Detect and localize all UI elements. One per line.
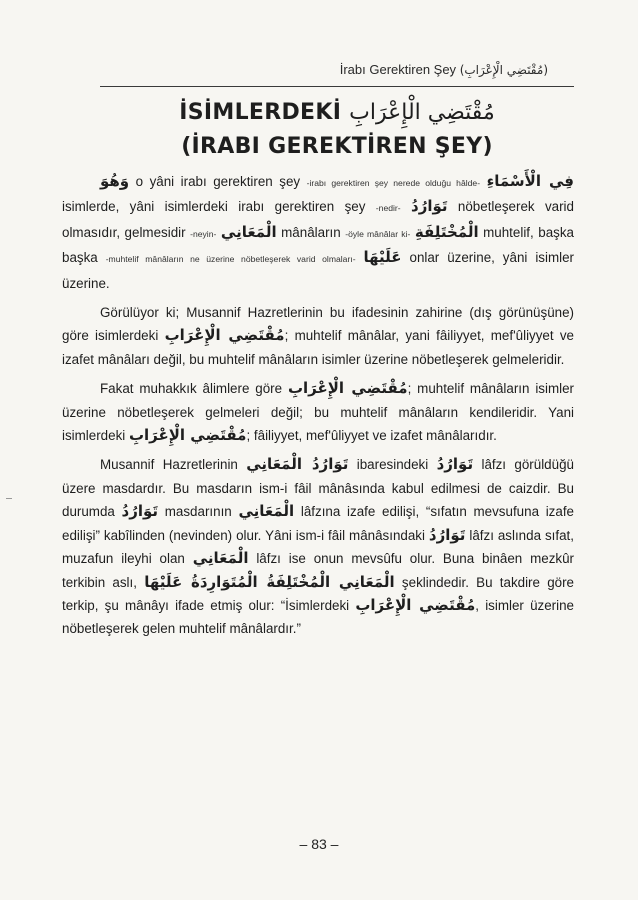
header-rule xyxy=(100,86,574,87)
text-run: ibaresindeki xyxy=(348,457,437,473)
arabic-term: عَلَيْهَا xyxy=(363,248,402,267)
gloss: -nedir- xyxy=(375,203,401,214)
text-run: isimlerde, yâni isimlerdeki irabı gerektiren şey xyxy=(62,199,376,215)
arabic-term: تَوَارُدُ xyxy=(436,455,474,474)
arabic-term: مُقْتَضِي الْإِعْرَابِ xyxy=(128,426,247,445)
arabic-term: مُقْتَضِي الْإِعْرَابِ xyxy=(287,379,408,398)
text-run: ; muhtelif mânâların isimler üzerine nöbetleşerek gelmeleri değil; bu muhtelif mânâların kendileridir. Yani isimlerdeki xyxy=(62,381,575,444)
gloss: -irabı gerektiren şey nerede olduğu hâlde- xyxy=(306,178,481,188)
arabic-term: الْمَعَانِي الْمُخْتَلِفَةُ الْمُتَوَارِدَةُ عَلَيْهَا xyxy=(144,572,395,591)
paragraph-2 xyxy=(62,301,574,371)
text-run: lâfzına izafe edilişi, “sıfatın mevsufuna izafe edilişi” kabîlinden (nevinden) olur. Yâni ism-i fâil mânâsındaki xyxy=(62,504,574,543)
gloss: -öyle mânâlar ki- xyxy=(345,228,411,239)
arabic-term: مُقْتَضِي الْإِعْرَابِ xyxy=(355,595,476,614)
page-title xyxy=(100,96,574,164)
arabic-term: تَوَارُدُ الْمَعَانِي xyxy=(246,455,349,474)
arabic-term: تَوَارُدُ xyxy=(121,502,159,521)
arabic-term: الْمُخْتَلِفَةِ xyxy=(414,222,479,241)
text-run: nöbetleşerek varid olmasıdır, gelmesidir xyxy=(62,199,574,240)
running-header-arabic: (مُقْتَضِي الْإِعْرَابِ) xyxy=(459,63,548,77)
title-line-1 xyxy=(100,96,574,130)
arabic-term: وَهُوَ xyxy=(100,172,130,190)
arabic-term: مُقْتَضِي الْإِعْرَابِ xyxy=(164,326,285,345)
text-run: lâfzı ise onun mevsûfu olur. Buna binâen mezkûr terkibin aslı, xyxy=(62,551,575,590)
text-run: ; fâiliyyet, mef'ûliyyet ve izafet mânâlarıdır. xyxy=(246,428,497,444)
text-run: Fakat muhakkık âlimlere göre xyxy=(100,381,288,397)
arabic-term: فِي الْأَسْمَاءِ xyxy=(486,172,574,190)
text-run: masdarının xyxy=(158,504,239,520)
text-run: şeklindedir. Bu takdire göre terkip, şu mânâyı ifade etmiş olur: “İsimlerdeki xyxy=(62,574,575,613)
paragraph-3 xyxy=(62,377,574,447)
text-run: Musannif Hazretlerinin xyxy=(100,457,247,473)
title-arabic: مُقْتَضِي الْإِعْرَابِ xyxy=(349,100,495,125)
paragraph-1 xyxy=(62,170,574,295)
margin-mark xyxy=(6,498,12,499)
text-run: ; muhtelif mânâlar, yani fâiliyyet, mef'ûliyyet ve izafet mânâları değil, bu muhtelif mânâların isimler üzerine nöbetleşerek gelmeleridir. xyxy=(62,328,574,367)
gloss: -muhtelif mânâların ne üzerine nöbetleşerek varid olmaları- xyxy=(105,254,356,265)
text-run: mânâların xyxy=(276,224,346,240)
text-run: , isimler üzerine nöbetleşerek gelen muhtelif mânâlardır.” xyxy=(62,597,574,637)
text-run: lâfzı aslında sıfat, muzafun ileyhi olan xyxy=(62,527,574,567)
text-run: muhtelif, başka başka xyxy=(62,224,574,266)
running-header xyxy=(340,62,548,77)
text-run: Görülüyor ki; Musannif Hazretlerinin bu ifadesinin zahirine (dış görünüşüne) göre isimlerdeki xyxy=(62,305,574,344)
arabic-term: تَوَارُدُ xyxy=(411,197,448,216)
title-turkish: İSİMLERDEKİ xyxy=(179,100,342,125)
paragraph-4 xyxy=(62,453,574,640)
arabic-term: الْمَعَانِي xyxy=(220,222,277,241)
text-run: o yâni irabı gerektiren şey xyxy=(129,174,307,189)
gloss: -neyin- xyxy=(190,228,217,239)
text-run: lâfzı görüldüğü üzere masdardır. Bu masdarın ism-i fâil mânâsında kabul edilmesi de caizdir. Bu durumda xyxy=(62,457,574,520)
body-text xyxy=(62,170,574,641)
text-run: onlar üzerine, yâni isimler üzerine. xyxy=(62,250,575,291)
arabic-term: الْمَعَانِي xyxy=(238,502,295,521)
arabic-term: الْمَعَانِي xyxy=(192,549,249,568)
title-line-2: (İRABI GEREKTİREN ŞEY) xyxy=(181,134,493,159)
page-number: – 83 – xyxy=(299,836,339,852)
running-header-text: İrabı Gerektiren Şey xyxy=(339,62,457,77)
arabic-term: تَوَارُدُ xyxy=(428,525,466,544)
